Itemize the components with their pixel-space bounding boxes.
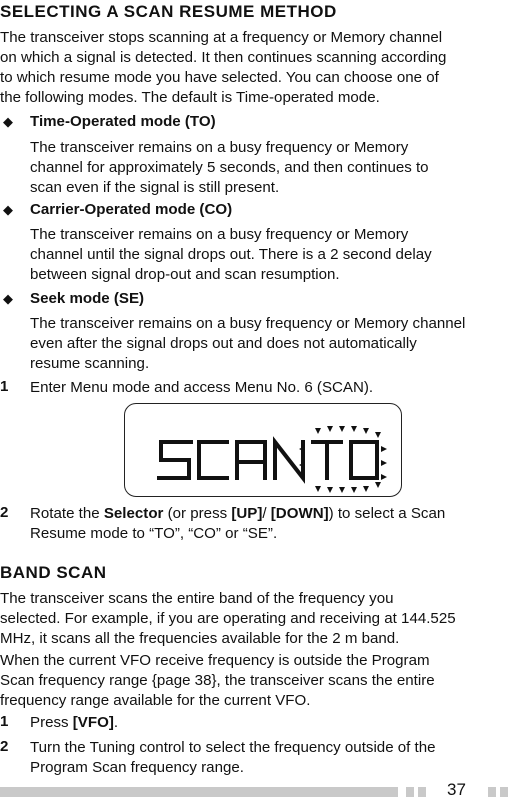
step-text: Turn the Tuning control to select the frequency outside of the (30, 739, 436, 756)
step-text: Resume mode to “TO”, “CO” or “SE”. (30, 525, 278, 542)
diamond-bullet-icon: ◆ (3, 114, 13, 129)
mode-desc-line: channel for approximately 5 seconds, and then continues to (30, 159, 429, 176)
mode-desc-line: The transceiver remains on a busy frequency or Memory (30, 226, 409, 243)
intro-line: to which resume mode you have selected. You can choose one of (0, 69, 439, 86)
mode-desc-line: The transceiver remains on a busy frequency or Memory channel (30, 315, 466, 332)
mode-title-se: Seek mode (SE) (30, 290, 145, 307)
mode-desc-line: even after the signal drops out and does not automatically (30, 335, 417, 352)
diamond-bullet-icon: ◆ (3, 202, 13, 217)
page-number: 37 (447, 780, 466, 799)
mode-desc-line: resume scanning. (30, 355, 150, 372)
step-text-part: Press (30, 714, 73, 731)
step-text: Enter Menu mode and access Menu No. 6 (SCAN). (30, 379, 374, 396)
step-number: 1 (0, 713, 9, 730)
mode-desc-line: The transceiver remains on a busy frequency or Memory (30, 139, 409, 156)
step-text: Program Scan frequency range. (30, 759, 244, 776)
mode-desc-line: channel until the signal drops out. There is a 2 second delay (30, 246, 432, 263)
footer-bar-segment (406, 787, 414, 797)
footer-bar-segment (500, 787, 508, 797)
footer-bar-segment (418, 787, 426, 797)
mode-title-co: Carrier-Operated mode (CO) (30, 201, 233, 218)
step-number: 1 (0, 378, 9, 395)
footer-bar-segment (488, 787, 496, 797)
key-selector: Selector (103, 505, 164, 522)
footer-bar (0, 787, 398, 797)
step-text-part: ) to select a Scan (328, 505, 446, 522)
step-text-part: (or press (163, 505, 232, 522)
step-text-part: Rotate the (30, 505, 104, 522)
key-down: [DOWN] (270, 505, 329, 522)
step-text (30, 504, 445, 524)
para-line: The transceiver scans the entire band of the frequency you (0, 590, 394, 607)
para-line: frequency range available for the current VFO. (0, 692, 311, 709)
diamond-bullet-icon: ◆ (3, 291, 13, 306)
para-line: selected. For example, if you are operating and receiving at 144.525 (0, 610, 456, 627)
step-text-part: . (113, 714, 119, 731)
section-heading-band-scan: BAND SCAN (0, 563, 107, 582)
intro-line: The transceiver stops scanning at a frequency or Memory channel (0, 29, 443, 46)
intro-line: on which a signal is detected. It then continues scanning according (0, 49, 447, 66)
lcd-segment-illustration (125, 404, 401, 496)
section-heading-scan-resume: SELECTING A SCAN RESUME METHOD (0, 2, 337, 21)
para-line: When the current VFO receive frequency is outside the Program (0, 652, 430, 669)
step-number: 2 (0, 504, 9, 521)
step-text-part: / (262, 505, 271, 522)
key-up: [UP] (231, 505, 263, 522)
mode-title-to: Time-Operated mode (TO) (30, 113, 216, 130)
para-line: MHz, it scans all the frequencies available for the 2 m band. (0, 630, 400, 647)
step-number: 2 (0, 738, 9, 755)
para-line: Scan frequency range {page 38}, the transceiver scans the entire (0, 672, 435, 689)
intro-line: the following modes. The default is Time-operated mode. (0, 89, 380, 106)
mode-desc-line: between signal drop-out and scan resumption. (30, 266, 340, 283)
lcd-display (124, 403, 402, 497)
key-vfo: [VFO] (72, 714, 114, 731)
step-text (30, 713, 118, 733)
mode-desc-line: scan even if the signal is still present. (30, 179, 280, 196)
